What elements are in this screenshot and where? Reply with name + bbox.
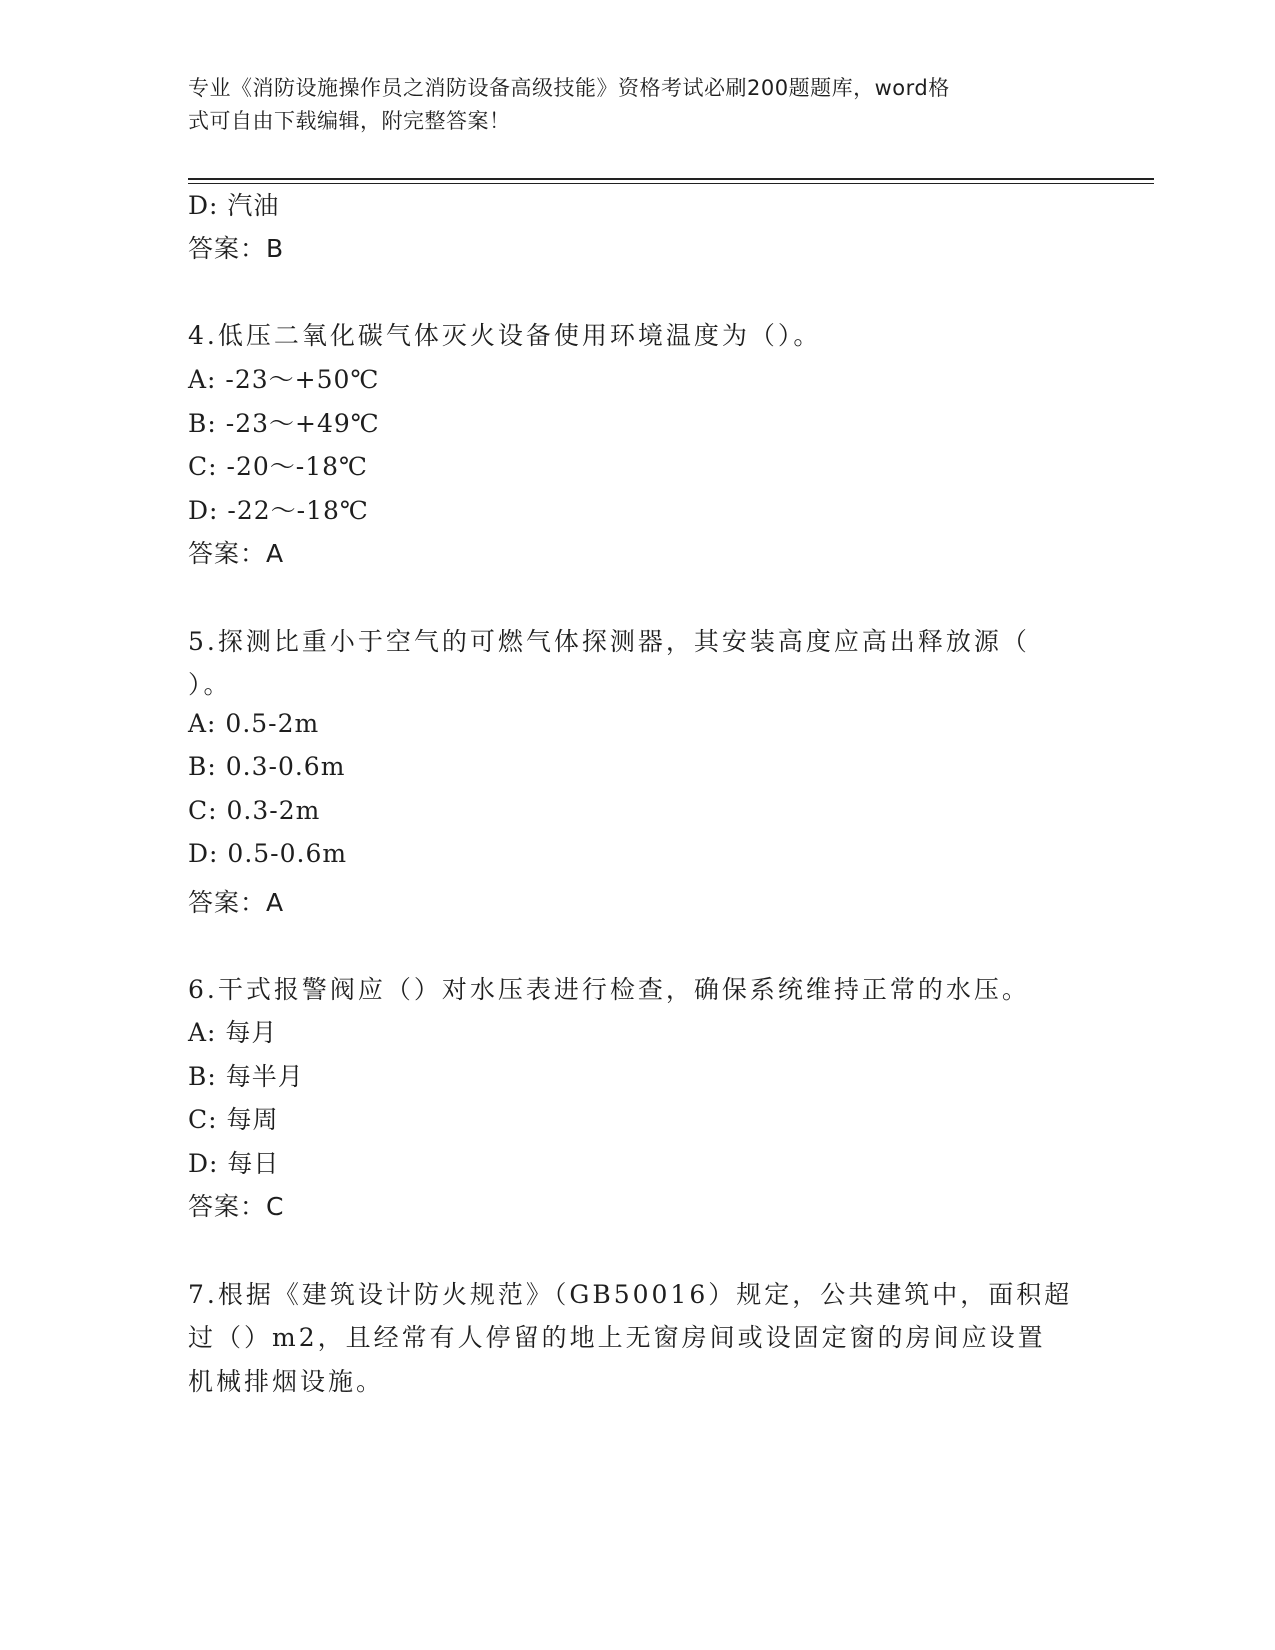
q3-answer: 答案：B [188,234,285,263]
document-header [188,72,1088,138]
q5-answer: 答案：A [188,888,285,917]
q5-option-c: C: 0.3-2m [188,796,321,825]
q5-question-line-2: ）。 [188,670,232,699]
q4-question: 4.低压二氧化碳气体灭火设备使用环境温度为（）。 [188,321,822,350]
q4-option-d: D: -22～-18℃ [188,496,369,525]
header-line-2: 式可自由下载编辑，附完整答案！ [188,109,511,133]
q6-option-b: B: 每半月 [188,1062,304,1091]
q4-answer: 答案：A [188,539,285,568]
q7-question-line-3: 机械排烟设施。 [188,1367,385,1396]
q5-option-b: B: 0.3-0.6m [188,752,346,781]
q6-question: 6.干式报警阀应（）对水压表进行检查，确保系统维持正常的水压。 [188,975,1030,1004]
q4-option-c: C: -20～-18℃ [188,452,368,481]
q7-question-line-1: 7.根据《建筑设计防火规范》（GB50016）规定，公共建筑中，面积超 [188,1280,1073,1309]
q5-option-d: D: 0.5-0.6m [188,839,348,868]
q6-option-c: C: 每周 [188,1105,279,1134]
q5-question-line-1: 5.探测比重小于空气的可燃气体探测器，其安装高度应高出释放源（ [188,627,1030,656]
q6-option-d: D: 每日 [188,1149,280,1178]
header-divider-thick [188,178,1154,180]
q5-option-a: A: 0.5-2m [188,709,320,738]
header-divider-thin [188,183,1154,184]
header-line-1: 专业《消防设施操作员之消防设备高级技能》资格考试必刷200题题库，word格 [188,76,950,100]
q7-question-line-2: 过（）m2，且经常有人停留的地上无窗房间或设固定窗的房间应设置 [188,1323,1046,1352]
q6-option-a: A: 每月 [188,1018,278,1047]
q6-answer: 答案：C [188,1192,285,1221]
q4-option-b: B: -23～+49℃ [188,409,380,438]
q3-option-d: D: 汽油 [188,191,280,220]
q4-option-a: A: -23～+50℃ [188,365,380,394]
